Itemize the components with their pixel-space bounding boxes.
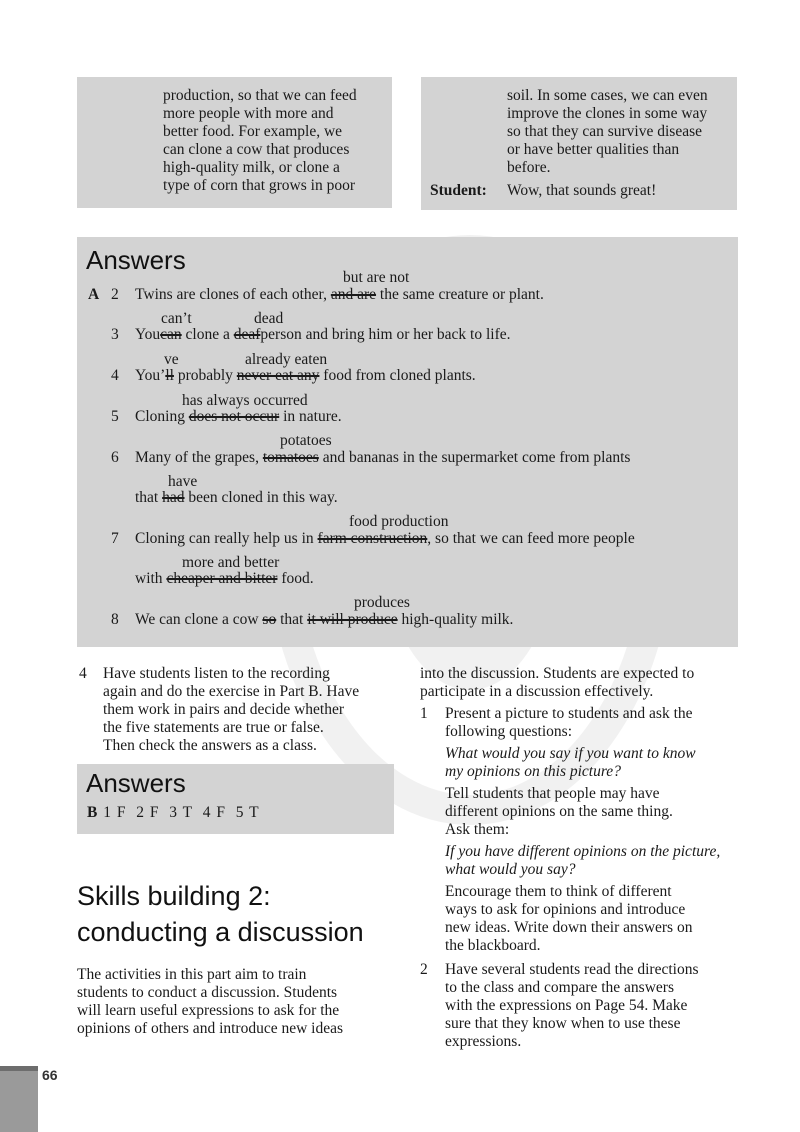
struck-text: tomatoes	[262, 449, 319, 466]
step-1-line: Ask them:	[445, 821, 510, 838]
answer-number: 3	[111, 326, 119, 343]
struck-text: and are	[330, 286, 377, 303]
answer-b-value: 1 F	[103, 804, 127, 821]
struck-text: can	[160, 326, 182, 343]
dialogue-line: more people with more and	[163, 105, 334, 122]
answers-b-line	[87, 804, 260, 822]
dialogue-line: better food. For example, we	[163, 123, 343, 140]
step-1-line: Tell students that people may have	[445, 785, 660, 802]
answer-text: with	[135, 570, 163, 587]
correction-text: can’t	[161, 310, 192, 327]
skills-intro-line: opinions of others and introduce new ideas	[77, 1020, 344, 1037]
answers-b-box	[77, 764, 394, 834]
answer-text: high-quality milk.	[401, 611, 514, 628]
answer-text: the same creature or plant.	[379, 286, 544, 303]
dialogue-line: can clone a cow that produces	[163, 141, 350, 158]
answer-text: that	[280, 611, 304, 628]
correction-text: food production	[349, 513, 449, 530]
answer-text: food from cloned plants.	[323, 367, 476, 384]
step-4-text	[103, 665, 359, 755]
step-1-line: Encourage them to think of different	[445, 883, 672, 900]
dialogue-line: type of corn that grows in poor	[163, 177, 355, 194]
step-1-line: Present a picture to students and ask the	[445, 705, 693, 722]
answer-text: You	[135, 326, 161, 343]
answer-text: , so that we can feed more people	[427, 530, 635, 547]
correction-text: ve	[164, 351, 179, 368]
step-4-line: the five statements are true or false.	[103, 719, 324, 736]
answer-text: You’	[135, 367, 166, 384]
correction-text: dead	[254, 310, 284, 327]
answers-a-heading: Answers	[86, 245, 186, 275]
answer-text: person and bring him or her back to life.	[260, 326, 511, 343]
answer-item-3	[135, 326, 511, 344]
answers-b-letter: B	[87, 804, 99, 821]
answer-item-6	[135, 449, 630, 467]
answer-text: probably	[177, 367, 233, 384]
answer-text: and bananas in the supermarket come from plants	[322, 449, 631, 466]
answer-b-value: 3 T	[169, 804, 194, 821]
struck-text: it will produce	[307, 611, 398, 628]
dialogue-line: improve the clones in some way	[507, 105, 708, 122]
step-1-line: new ideas. Write down their answers on	[445, 919, 693, 936]
step-2-line: sure that they know when to use these	[445, 1015, 681, 1032]
struck-text: ll	[165, 367, 174, 384]
answer-number: 2	[111, 286, 119, 303]
step-2-number: 2	[420, 961, 428, 978]
step-1-question: what would you say?	[445, 861, 576, 878]
right-column-continuation	[420, 665, 694, 701]
answer-text: food.	[281, 570, 314, 587]
answers-a-box	[77, 237, 738, 647]
step-1-question: If you have different opinions on the picture,	[445, 843, 721, 860]
skills-heading	[77, 878, 364, 950]
answers-b-heading: Answers	[86, 768, 186, 798]
speaker-label-student: Student:	[430, 182, 487, 199]
dialogue-box-right	[421, 77, 737, 210]
struck-text: cheaper and bitter	[166, 570, 278, 587]
answer-item-6-line2	[135, 489, 338, 507]
answer-number: 8	[111, 611, 119, 628]
answer-text: clone a	[185, 326, 230, 343]
answer-b-value: 4 F	[202, 804, 227, 821]
continuation-line: into the discussion. Students are expected to	[420, 665, 695, 682]
answer-item-7-line2	[135, 570, 314, 588]
struck-text: never eat any	[236, 367, 320, 384]
step-1-question: my opinions on this picture?	[445, 763, 621, 780]
step-4-line: them work in pairs and decide whether	[103, 701, 345, 718]
answer-text: Cloning can really help us in	[135, 530, 314, 547]
step-4-line: again and do the exercise in Part B. Have	[103, 683, 360, 700]
dialogue-left-text	[163, 87, 357, 195]
dialogue-line: or have better qualities than	[507, 141, 680, 158]
page-edge-tab	[0, 1066, 38, 1132]
answer-item-8	[135, 611, 513, 629]
answer-number: 4	[111, 367, 119, 384]
dialogue-line: production, so that we can feed	[163, 87, 357, 104]
answer-number: 5	[111, 408, 119, 425]
answer-text: Twins are clones of each other,	[135, 286, 327, 303]
answer-text: Many of the grapes,	[135, 449, 259, 466]
correction-text: more and better	[182, 554, 280, 571]
step-2-line: to the class and compare the answers	[445, 979, 674, 996]
skills-intro-line: will learn useful expressions to ask for the	[77, 1002, 340, 1019]
answer-text: We can clone a cow	[135, 611, 259, 628]
struck-text: does not occur	[188, 408, 280, 425]
page-edge-tab-accent	[0, 1066, 38, 1071]
step-4-line: Then check the answers as a class.	[103, 737, 317, 754]
skills-heading-line1: Skills building 2:	[77, 881, 271, 911]
step-1-question: What would you say if you want to know	[445, 745, 696, 762]
answer-item-4	[135, 367, 476, 385]
step-1-line: ways to ask for opinions and introduce	[445, 901, 686, 918]
step-2-line: expressions.	[445, 1033, 522, 1050]
answer-item-2	[135, 286, 544, 304]
dialogue-box-left	[77, 77, 392, 208]
student-reply: Wow, that sounds great!	[507, 182, 657, 199]
struck-text: deaf	[233, 326, 261, 343]
step-1-line: following questions:	[445, 723, 573, 740]
dialogue-line: before.	[507, 159, 551, 176]
dialogue-line: high-quality milk, or clone a	[163, 159, 340, 176]
skills-intro	[77, 966, 343, 1038]
step-1-line: different opinions on the same thing.	[445, 803, 673, 820]
answer-b-value: 5 T	[235, 804, 260, 821]
struck-text: farm construction	[317, 530, 428, 547]
answer-item-5	[135, 408, 342, 426]
correction-text: produces	[354, 594, 410, 611]
step-4-line: Have students listen to the recording	[103, 665, 330, 682]
skills-heading-line2: conducting a discussion	[77, 917, 364, 947]
answer-text: Cloning	[135, 408, 185, 425]
answer-text: been cloned in this way.	[188, 489, 338, 506]
answers-a-letter: A	[88, 286, 100, 303]
struck-text: had	[162, 489, 185, 506]
correction-text: potatoes	[280, 432, 332, 449]
step-2-text	[445, 961, 699, 1051]
answers-a-list	[77, 237, 738, 647]
struck-text: so	[262, 611, 277, 628]
answer-number: 6	[111, 449, 119, 466]
step-1-line: the blackboard.	[445, 937, 541, 954]
step-4-number: 4	[79, 665, 87, 682]
correction-text: have	[168, 473, 198, 490]
answer-text: in nature.	[283, 408, 342, 425]
answer-item-7	[135, 530, 635, 548]
page-number: 66	[42, 1067, 58, 1083]
correction-text: has always occurred	[182, 392, 308, 409]
skills-intro-line: The activities in this part aim to train	[77, 966, 307, 983]
answer-b-value: 2 F	[136, 804, 160, 821]
answer-text: that	[135, 489, 159, 506]
step-2-line: Have several students read the directions	[445, 961, 699, 978]
correction-text: but are not	[343, 269, 410, 286]
correction-text: already eaten	[245, 351, 328, 368]
dialogue-right-text	[507, 87, 708, 177]
step-1-number: 1	[420, 705, 428, 722]
dialogue-line: soil. In some cases, we can even	[507, 87, 708, 104]
skills-intro-line: students to conduct a discussion. Students	[77, 984, 338, 1001]
continuation-line: participate in a discussion effectively.	[420, 683, 654, 700]
step-2-line: with the expressions on Page 54. Make	[445, 997, 688, 1014]
answer-number: 7	[111, 530, 119, 547]
dialogue-line: so that they can survive disease	[507, 123, 702, 140]
step-1-text	[445, 705, 720, 955]
